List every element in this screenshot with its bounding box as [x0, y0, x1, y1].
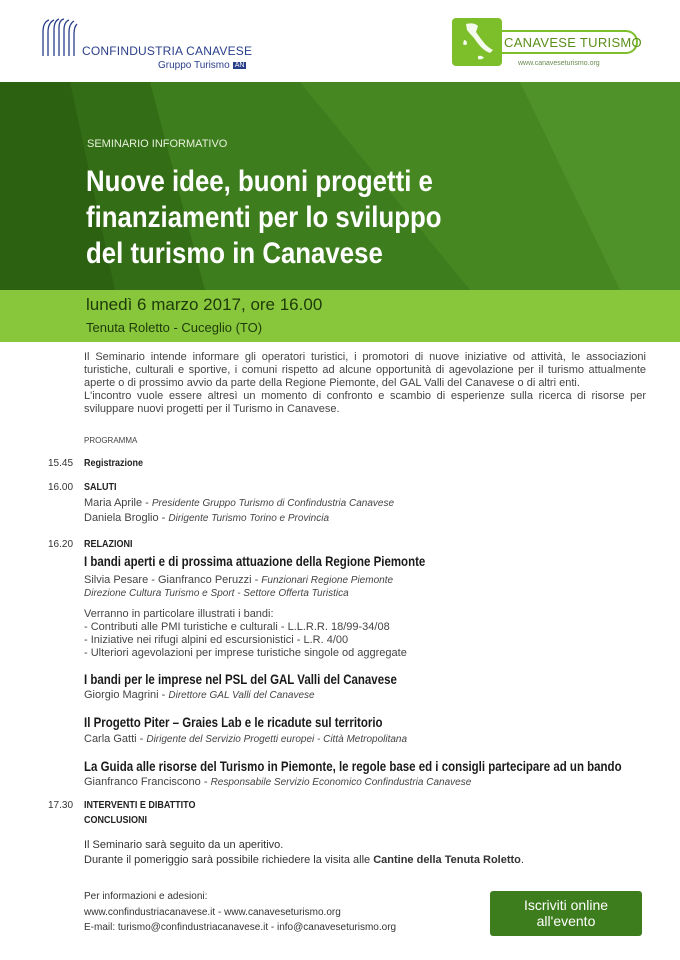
bandi-item: - Iniziative nei rifugi alpini ed escursionistici - L.R. 4/00 — [84, 634, 349, 646]
closing-aperitivo: Il Seminario sarà seguito da un aperitivo. — [84, 839, 284, 851]
speaker-line: Maria Aprile - Presidente Gruppo Turismo di Confindustria Canavese — [84, 497, 395, 509]
intro-text — [84, 351, 646, 416]
org-badge: AN — [234, 62, 245, 69]
footer-info-label: Per informazioni e adesioni: — [84, 891, 208, 902]
speaker-line: Gianfranco Franciscono - Responsabile Servizio Economico Confindustria Canavese — [84, 776, 472, 788]
header — [0, 0, 680, 82]
canavese-turismo-name: CANAVESE TURISMO — [504, 35, 642, 50]
banner-kicker: SEMINARIO INFORMATIVO — [87, 138, 228, 150]
register-button-line: Iscriviti online — [523, 897, 609, 913]
time-registrazione: 15.45 — [48, 458, 74, 469]
event-date: lunedì 6 marzo 2017, ore 16.00 — [86, 295, 323, 314]
cantine-highlight: Cantine della Tenuta Roletto — [373, 854, 521, 866]
banner-title-line: Nuove idee, buoni progetti e — [86, 165, 433, 198]
event-place: Tenuta Roletto - Cuceglio (TO) — [86, 320, 263, 335]
program-label: PROGRAMMA — [84, 436, 138, 445]
heading-saluti: SALUTI — [84, 482, 117, 493]
canavese-turismo-url: www.canaveseturismo.org — [518, 60, 600, 67]
closing-visita: Durante il pomeriggio sarà possibile richiedere la visita alle Cantine della Tenuta Roletto. — [84, 854, 524, 866]
canavese-turismo-logo — [452, 18, 640, 72]
org-name: CONFINDUSTRIA CANAVESE — [82, 44, 253, 58]
speaker-line: Daniela Broglio - Dirigente Turismo Torino e Provincia — [84, 512, 330, 524]
talk-title: I bandi aperti e di prossima attuazione della Regione Piemonte — [84, 553, 426, 569]
banner-title — [86, 164, 568, 272]
org-subtitle: Gruppo Turismo AN — [158, 60, 245, 71]
register-button-line: all'evento — [536, 913, 596, 929]
bandi-intro: Verranno in particolare illustrati i bandi: — [84, 608, 274, 620]
time-relazioni: 16.20 — [48, 539, 74, 550]
time-saluti: 16.00 — [48, 482, 74, 493]
talk-title: La Guida alle risorse del Turismo in Piemonte, le regole base ed i consigli partecipare ad un bando — [84, 758, 622, 774]
footer-emails[interactable]: E-mail: turismo@confindustriacanavese.it - info@canaveseturismo.org — [84, 922, 397, 933]
intro-paragraph: L'incontro vuole essere altresì un momento di confronto e scambio di esperienze sulla ricerca di risorse per sviluppare nuovi progetti per il Turismo in Canavese. — [84, 390, 646, 415]
heading-relazioni: RELAZIONI — [84, 539, 133, 550]
logo-green-box — [452, 18, 502, 66]
bandi-item: - Ulteriori agevolazioni per imprese turistiche singole od aggregate — [84, 647, 407, 659]
intro-paragraph: Il Seminario intende informare gli operatori turistici, i promotori di nuove iniziative od attività, le associazioni turistiche, culturali e sportive, i comuni rispetto ad alcune opportunità di agevolazione per il turismo attualmente aperte o di prossimo avvio da parte della Regione Piemonte, del GAL Valli del Canavese o di altri enti. — [84, 351, 646, 389]
speaker-line: Carla Gatti - Dirigente del Servizio Progetti europei - Città Metropolitana — [84, 733, 408, 745]
register-online-button[interactable] — [490, 891, 642, 936]
confindustria-logo — [40, 18, 255, 74]
heading-registrazione: Registrazione — [84, 458, 144, 469]
speaker-line: Silvia Pesare - Gianfranco Peruzzi - Funzionari Regione Piemonte — [84, 574, 394, 586]
banner-title-line: finanziamenti per lo sviluppo — [86, 201, 442, 234]
heading-conclusioni: CONCLUSIONI — [84, 815, 147, 826]
footer-websites[interactable]: www.confindustriacanavese.it - www.canaveseturismo.org — [84, 907, 341, 918]
banner-title-line: del turismo in Canavese — [86, 237, 383, 270]
talk-title: Il Progetto Piter – Graies Lab e le ricadute sul territorio — [84, 714, 383, 730]
time-interventi: 17.30 — [48, 800, 74, 811]
title-banner — [0, 82, 680, 290]
heading-interventi: INTERVENTI E DIBATTITO — [84, 800, 196, 811]
confindustria-logo-icon — [40, 18, 78, 58]
speaker-line: Giorgio Magrini - Direttore GAL Valli del Canavese — [84, 689, 315, 701]
talk-title: I bandi per le imprese nel PSL del GAL Valli del Canavese — [84, 671, 397, 687]
italy-map-icon — [452, 18, 502, 66]
date-band — [0, 290, 680, 342]
bandi-item: - Contributi alle PMI turistiche e culturali - L.L.R.R. 18/99-34/08 — [84, 621, 390, 633]
speaker-department: Direzione Cultura Turismo e Sport - Settore Offerta Turistica — [84, 588, 349, 599]
